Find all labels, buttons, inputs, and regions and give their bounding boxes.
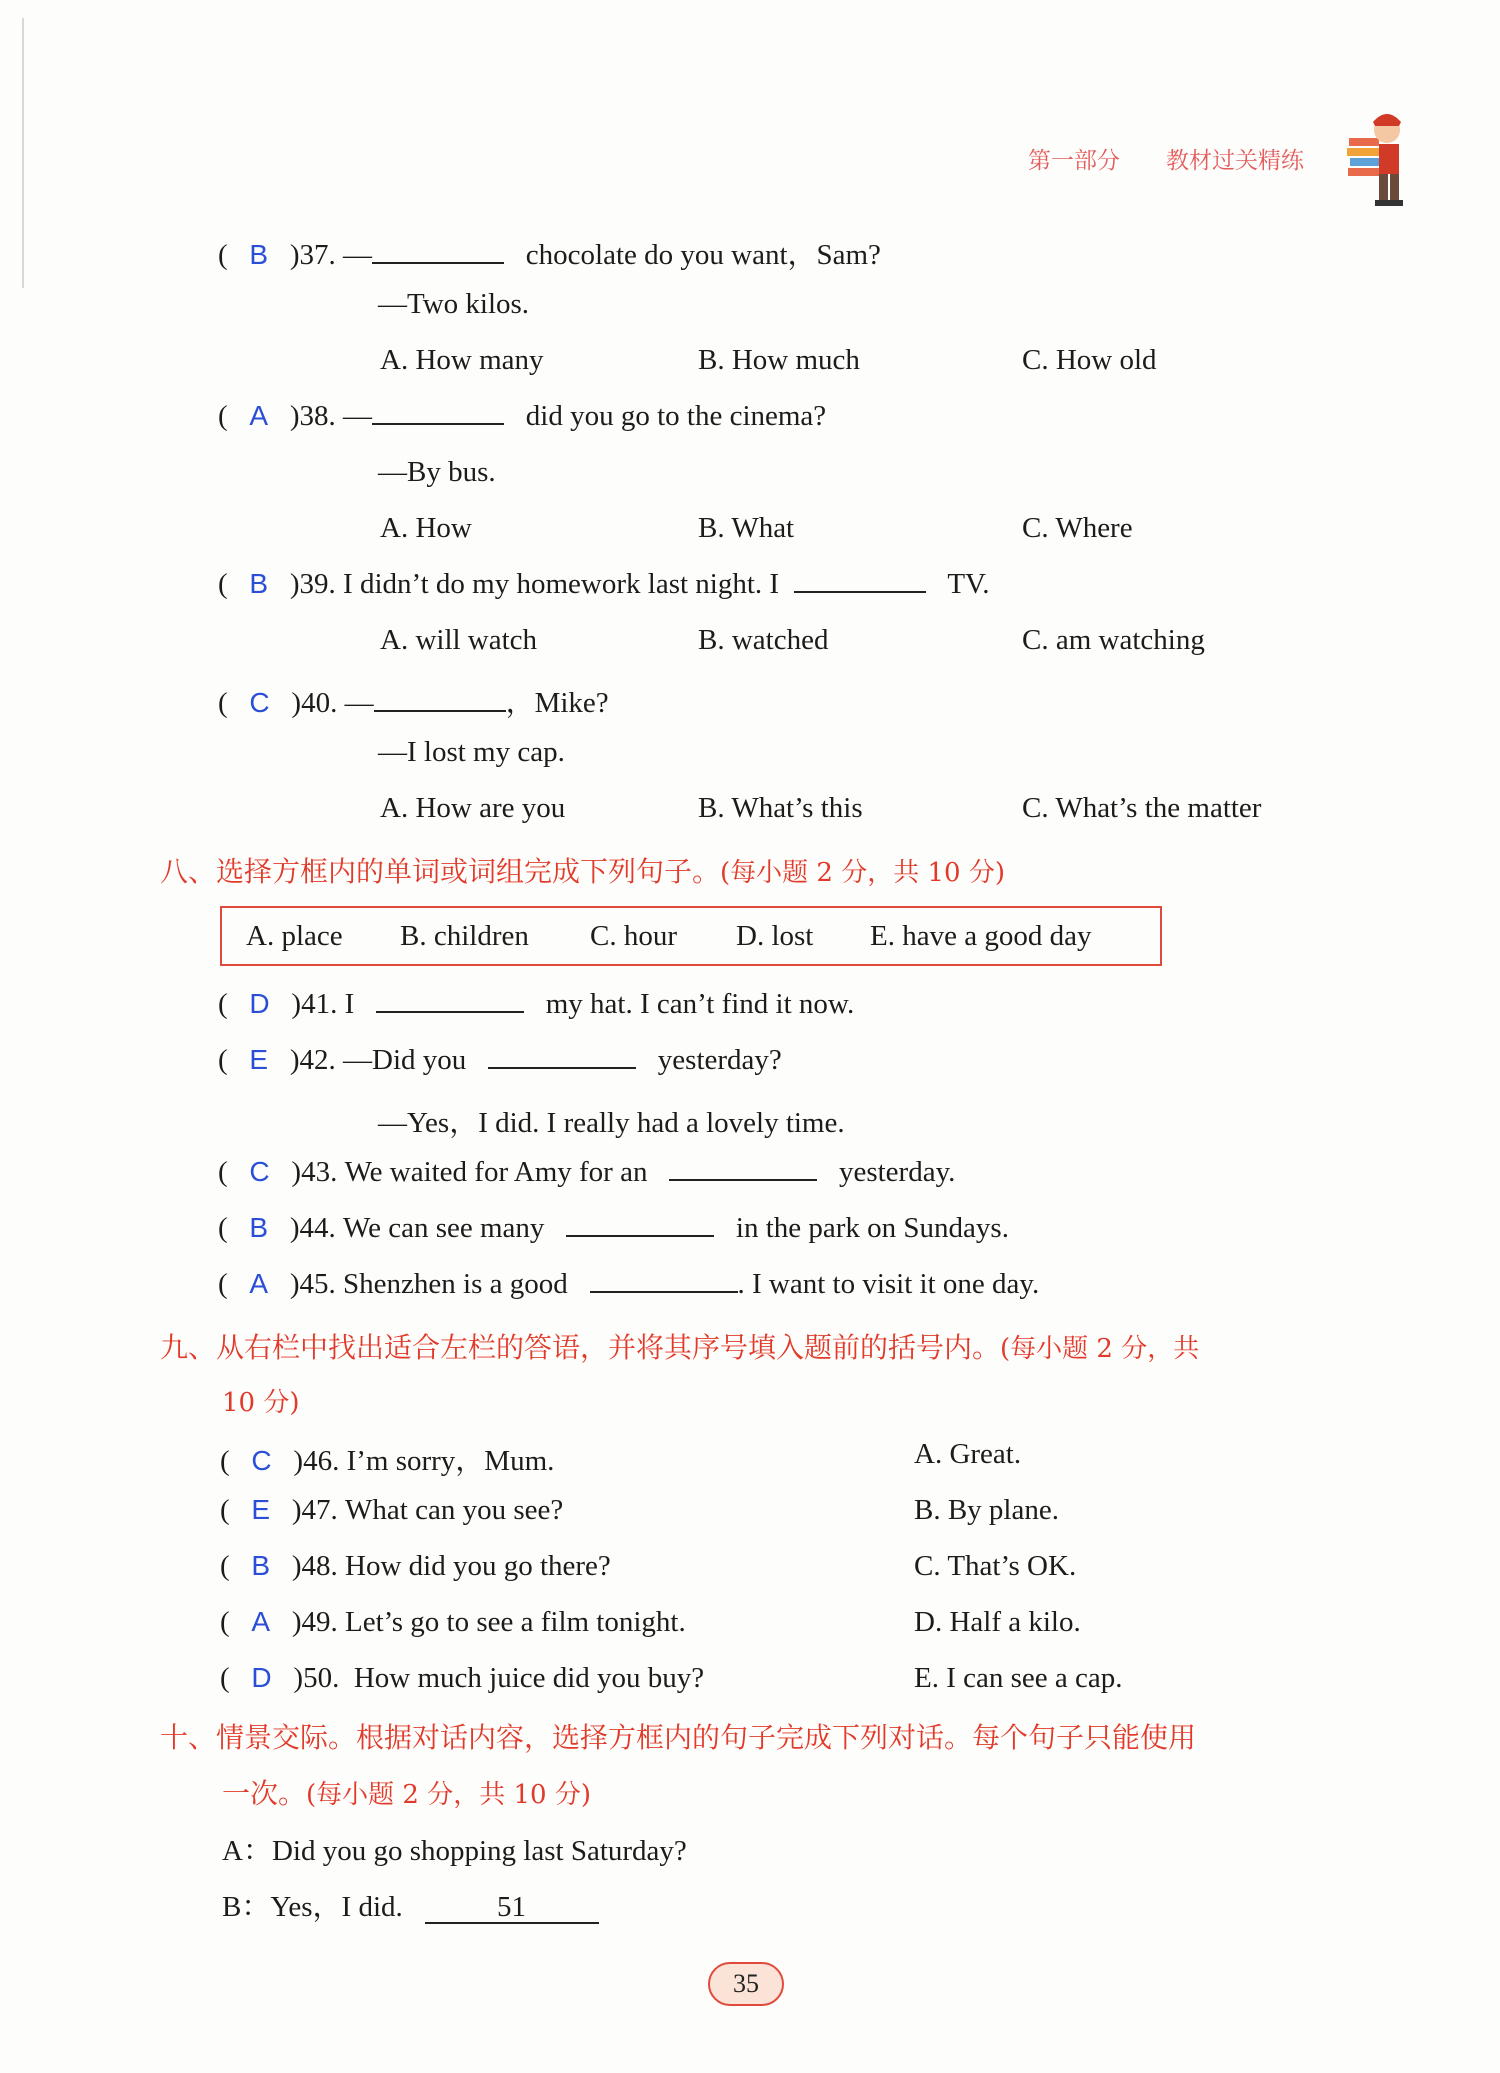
option-37-b: B. How much <box>698 344 860 376</box>
question-47: ( E )47. What can you see? <box>220 1494 564 1526</box>
answer-45: A <box>249 1268 269 1299</box>
dialog-line-b: B：Yes，I did. 51 <box>222 1884 599 1925</box>
option-38-b: B. What <box>698 512 795 544</box>
question-40: ( C )40. — ，Mike? <box>218 687 609 719</box>
match-right-c: C. That’s OK. <box>914 1550 1077 1582</box>
question-37: ( B )37. — chocolate do you want，Sam? <box>218 239 881 271</box>
word-bank-box <box>220 906 1162 966</box>
question-46: ( C )46. I’m sorry，Mum. <box>220 1445 555 1477</box>
blank-43 <box>669 1157 817 1181</box>
answer-44: B <box>249 1212 269 1243</box>
blank-44 <box>566 1213 714 1237</box>
header-title: 教材过关精练 <box>1166 148 1304 174</box>
blank-45 <box>590 1269 738 1293</box>
answer-41: D <box>249 988 270 1019</box>
answer-48: B <box>251 1550 271 1581</box>
answer-49: A <box>251 1606 271 1637</box>
match-right-d: D. Half a kilo. <box>914 1606 1081 1638</box>
section-8-heading: 八、选择方框内的单词或词组完成下列句子。(每小题 2 分，共 10 分) <box>160 855 1005 888</box>
question-44: ( B )44. We can see many in the park on Sundays. <box>218 1212 1009 1244</box>
question-48: ( B )48. How did you go there? <box>220 1550 611 1582</box>
answer-50: D <box>251 1662 272 1693</box>
reply-37: —Two kilos. <box>378 288 530 320</box>
question-39: ( B )39. I didn’t do my homework last night. I TV. <box>218 568 990 600</box>
word-bank-a: A. place <box>246 920 343 952</box>
answer-46: C <box>251 1445 272 1476</box>
answer-47: E <box>251 1494 271 1525</box>
answer-39: B <box>249 568 269 599</box>
question-42: ( E )42. —Did you yesterday? <box>218 1044 782 1076</box>
reply-42: —Yes，I did. I really had a lovely time. <box>378 1107 845 1139</box>
question-49: ( A )49. Let’s go to see a film tonight. <box>220 1606 686 1638</box>
option-40-c: C. What’s the matter <box>1022 792 1262 824</box>
match-right-e: E. I can see a cap. <box>914 1662 1123 1694</box>
question-45: ( A )45. Shenzhen is a good . I want to visit it one day. <box>218 1268 1040 1300</box>
page-number: 35 <box>708 1962 784 2006</box>
boy-with-books-icon <box>1345 108 1407 208</box>
answer-40: C <box>249 687 270 718</box>
option-39-a: A. will watch <box>380 624 538 656</box>
answer-42: E <box>249 1044 269 1075</box>
question-50: ( D )50. How much juice did you buy? <box>220 1662 705 1694</box>
option-39-c: C. am watching <box>1022 624 1205 656</box>
question-43: ( C )43. We waited for Amy for an yesterday. <box>218 1156 956 1188</box>
question-38: ( A )38. — did you go to the cinema? <box>218 400 827 432</box>
answer-38: A <box>249 400 269 431</box>
question-41: ( D )41. I my hat. I can’t find it now. <box>218 988 855 1020</box>
word-bank-e: E. have a good day <box>870 920 1092 952</box>
reply-40: —I lost my cap. <box>378 736 565 768</box>
blank-38 <box>372 401 504 425</box>
option-37-c: C. How old <box>1022 344 1157 376</box>
section-10-heading: 十、情景交际。根据对话内容，选择方框内的句子完成下列对话。每个句子只能使用 <box>160 1721 1197 1754</box>
header-part: 第一部分 <box>1028 148 1120 174</box>
option-38-a: A. How <box>380 512 472 544</box>
blank-42 <box>488 1045 636 1069</box>
blank-51: 51 <box>425 1892 599 1924</box>
reply-38: —By bus. <box>378 456 496 488</box>
option-40-b: B. What’s this <box>698 792 863 824</box>
option-40-a: A. How are you <box>380 792 566 824</box>
word-bank-d: D. lost <box>736 920 814 952</box>
word-bank-b: B. children <box>400 920 529 952</box>
answer-37: B <box>249 239 269 270</box>
option-38-c: C. Where <box>1022 512 1133 544</box>
option-37-a: A. How many <box>380 344 544 376</box>
section-10-heading-cont: 一次。(每小题 2 分，共 10 分) <box>222 1777 591 1810</box>
blank-40 <box>374 688 506 712</box>
margin-line <box>22 18 24 288</box>
section-9-heading: 九、从右栏中找出适合左栏的答语，并将其序号填入题前的括号内。(每小题 2 分，共 <box>160 1331 1200 1364</box>
match-right-a: A. Great. <box>914 1438 1022 1470</box>
dialog-line-a: A：Did you go shopping last Saturday? <box>222 1835 687 1867</box>
blank-37 <box>372 240 504 264</box>
word-bank-c: C. hour <box>590 920 677 952</box>
option-39-b: B. watched <box>698 624 829 656</box>
section-9-heading-cont: 10 分) <box>222 1388 300 1418</box>
blank-39 <box>794 569 926 593</box>
answer-43: C <box>249 1156 270 1187</box>
blank-41 <box>376 989 524 1013</box>
match-right-b: B. By plane. <box>914 1494 1059 1526</box>
